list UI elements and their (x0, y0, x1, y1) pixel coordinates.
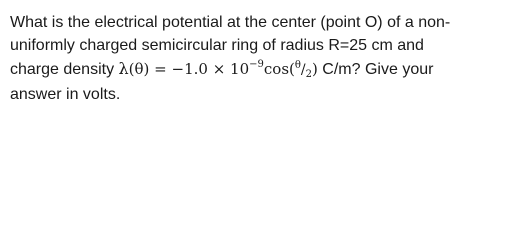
lambda-symbol: λ (118, 59, 129, 78)
charge-density-label: charge density (10, 61, 119, 78)
formula-exponent: −9 (249, 59, 264, 70)
question-line-2: uniformly charged semicircular ring of radius R=25 cm and (10, 37, 424, 54)
fraction-slash: / (300, 62, 306, 78)
fraction-numerator: θ (294, 60, 301, 71)
question-text (10, 11, 500, 106)
fraction-denominator: 2 (305, 69, 312, 80)
cos-close-paren: ) (312, 60, 318, 78)
charge-density-formula (119, 60, 318, 78)
question-line-3 (10, 57, 500, 83)
cos-function: cos( (263, 60, 295, 78)
units-and-prompt: C/m? Give your (317, 61, 434, 78)
question-line-4: answer in volts. (10, 86, 121, 103)
formula-coefficient: = −1.0 × 10 (149, 60, 250, 78)
theta-argument: (θ) (128, 60, 150, 78)
question-line-1: What is the electrical potential at the center (point O) of a non- (10, 14, 451, 31)
